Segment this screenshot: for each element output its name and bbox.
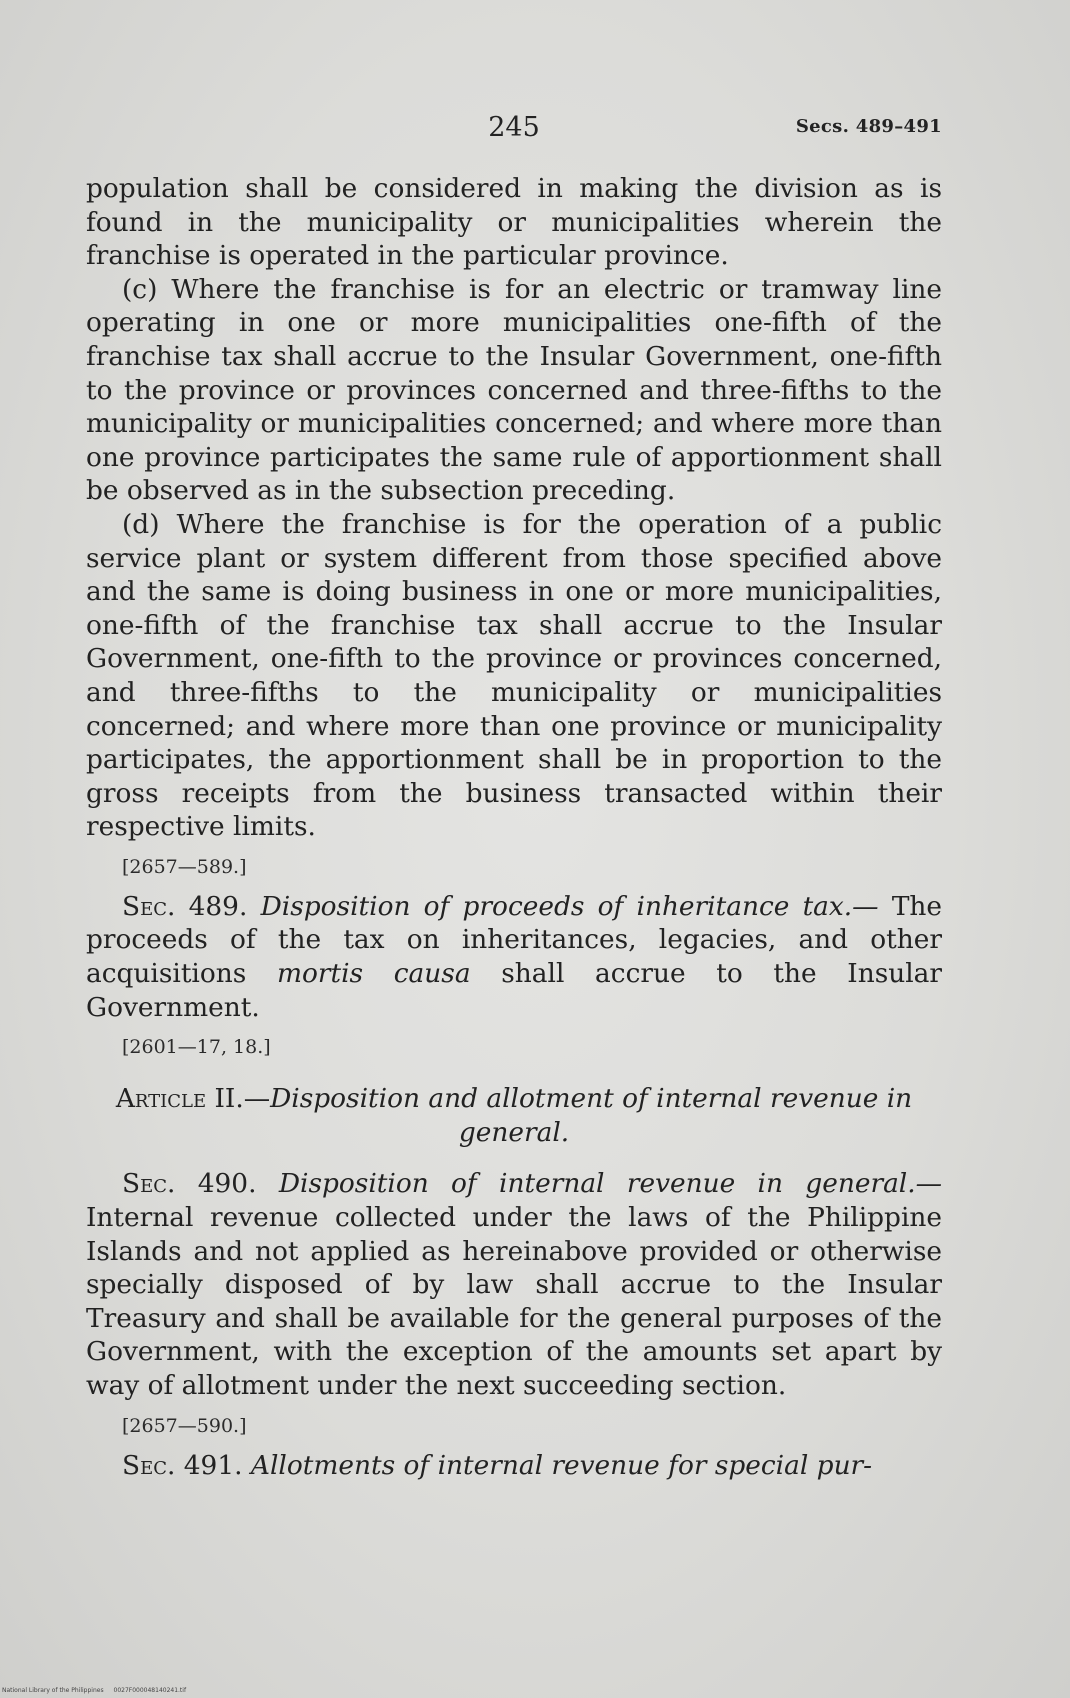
section-491 <box>86 1449 942 1483</box>
paragraph-continuation: population shall be considered in making the division as is found in the municipality or municipalities wherein the franchise is operated in the particular province. <box>86 173 942 272</box>
section-491-title: Allotments of internal revenue for special pur- <box>250 1449 873 1481</box>
footer-source: National Library of the Philippines <box>2 1687 104 1694</box>
citation-2657-590: [2657—590.] <box>122 1414 247 1437</box>
citation-2601-17-18: [2601—17, 18.] <box>122 1036 271 1059</box>
page-header <box>86 112 942 152</box>
section-490-text: Internal revenue collected under the laws of the Philippine Islands and not applied as hereinabove provided or otherwise specially disposed of by law shall accrue to the Insular Treasury and shall be available for the general purposes of the Government, with the exception of the amounts set apart by way of allotment under the next succeeding section. <box>86 1202 942 1401</box>
section-489-title: Disposition of proceeds of inheritance tax.— <box>260 890 879 922</box>
article-heading <box>86 1082 942 1149</box>
scan-footer <box>2 1687 186 1694</box>
paragraph-subsection-c: (c) Where the franchise is for an electric or tramway line operating in one or more municipalities one-fifth of the franchise tax shall accrue to the Insular Government, one-fifth to the province or provinces concerned and three-fifths to the municipality or municipalities concerned; and where more than one province participates the same rule of apportionment shall be observed as in the subsection preceding. <box>86 273 942 507</box>
citation-2657-589: [2657—589.] <box>122 855 247 878</box>
footer-identifier: 0027F000048140241.tif <box>113 1687 187 1694</box>
section-490-title: Disposition of internal revenue in general.— <box>278 1168 943 1200</box>
section-490 <box>86 1167 942 1402</box>
section-489 <box>86 890 942 1024</box>
body-text <box>86 172 942 1482</box>
section-489-text-before: The proceeds of the tax on inheritances, legacies, and other acquisitions <box>86 890 943 990</box>
section-489-text-after: shall accrue to the Insular Government. <box>86 958 943 1023</box>
section-range: Secs. 489–491 <box>795 116 942 137</box>
article-title: Disposition and allotment of internal revenue in general. <box>270 1083 913 1148</box>
section-489-label: Sec. 489. <box>122 890 248 922</box>
page-number: 245 <box>488 112 540 143</box>
section-491-label: Sec. 491. <box>122 1449 243 1481</box>
section-489-latin-phrase: mortis causa <box>276 958 471 990</box>
article-label: Article II.— <box>115 1083 271 1115</box>
paragraph-subsection-d: (d) Where the franchise is for the operation of a public service plant or system different from those specified above and the same is doing business in one or more municipalities, one-fifth of the franchise tax shall accrue to the Insular Government, one-fifth to the province or provinces concerned, and three-fifths to the municipality or municipalities concerned; and where more than one province or municipality participates, the apportionment shall be in proportion to the gross receipts from the business transacted within their respective limits. <box>86 508 942 843</box>
section-490-label: Sec. 490. <box>122 1168 257 1200</box>
